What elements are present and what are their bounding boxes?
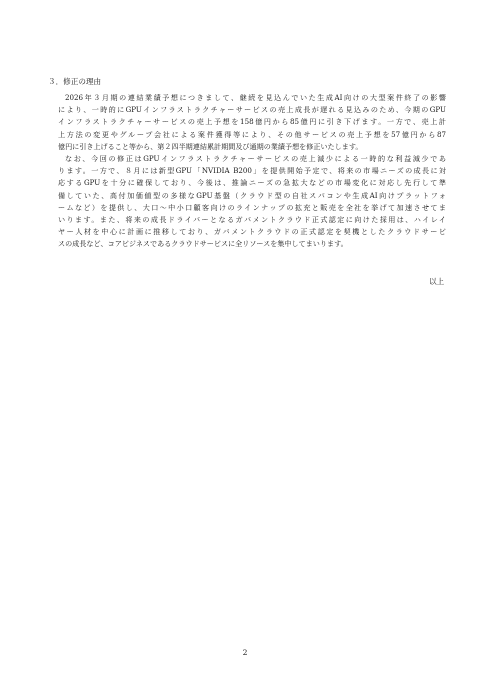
paragraph-line: インフラストラクチャーサービスの売上予想を158億円から85億円に引き下げます。一方で、売上計 (58, 117, 446, 127)
page-number: 2 (242, 648, 248, 657)
paragraph-line: 応するGPUを十分に確保しており、今後は、推論ニーズの急拡大などの市場変化に対応し先行して準 (58, 178, 446, 188)
paragraph-line: いります。また、将来の成長ドライバーとなるガバメントクラウド正式認定に向けた採用は、ハイレイ (58, 215, 446, 225)
section-heading: ３．修正の理由 (48, 77, 102, 86)
section-body (58, 92, 446, 251)
paragraph-line: により、一時的にGPUインフラストラクチャーサービスの売上成長が遅れる見込みのため、今期のGPU (58, 105, 446, 115)
paragraph-line: 上方法の変更やグループ会社による案件獲得等により、その他サービスの売上予想を57億円から87 (58, 129, 446, 139)
paragraph-line: ームなど）を提供し、大口～中小口顧客向けのラインナップの拡充と販売を全社を挙げて加速させてま (58, 202, 446, 212)
paragraph (58, 92, 446, 153)
paragraph-line: なお、今回の修正はGPUインフラストラクチャーサービスの売上減少による一時的な利益減少であ (65, 154, 446, 164)
paragraph-line: 億円に引き上げること等から、第２四半期連結累計期間及び通期の業績予想を修正いたします。 (58, 141, 363, 151)
paragraph-line: スの成長など、コアビジネスであるクラウドサービスに全リソースを集中してまいります。 (58, 239, 348, 249)
paragraph-line: 備していた、高付加価値型の多様なGPU基盤（クラウド型の自社スパコンや生成AI向けプラットフォ (58, 190, 446, 200)
paragraph (58, 153, 446, 251)
paragraph-line: ります。一方で、８月には新型GPU「NVIDIA B200」を提供開始予定で、将来の市場ニーズの成長に対 (58, 166, 446, 176)
closing-mark: 以上 (429, 277, 444, 286)
paragraph-line: 2026年３月期の連結業績予想につきまして、継続を見込んでいた生成AI向けの大型案件終了の影響 (65, 93, 446, 102)
paragraph-line: ヤー人材を中心に計画に推移しており、ガバメントクラウドの正式認定を契機としたクラウドサービ (58, 227, 446, 237)
